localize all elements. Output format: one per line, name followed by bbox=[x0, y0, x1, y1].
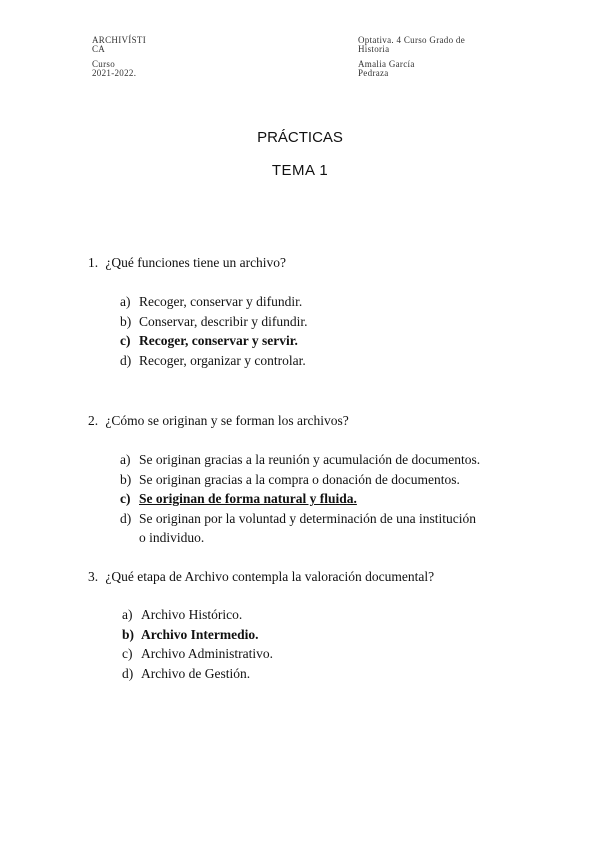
question-3-options bbox=[122, 605, 273, 683]
option-letter: d) bbox=[120, 510, 132, 526]
option-text-continuation: o individuo. bbox=[139, 530, 205, 545]
option-a bbox=[120, 450, 480, 470]
option-letter: a) bbox=[120, 294, 131, 309]
option-letter: b) bbox=[120, 313, 132, 329]
option-text: Archivo Intermedio. bbox=[141, 626, 259, 642]
option-c bbox=[122, 644, 273, 664]
option-letter: a) bbox=[120, 452, 131, 467]
option-text: Recoger, organizar y controlar. bbox=[139, 352, 306, 368]
header-line: Optativa. 4 Curso Grado de bbox=[358, 35, 466, 45]
option-letter: c) bbox=[120, 333, 131, 348]
option-text: Conservar, describir y difundir. bbox=[139, 313, 308, 329]
question-number: 3. bbox=[88, 569, 99, 584]
question-text: ¿Qué funciones tiene un archivo? bbox=[105, 255, 287, 270]
option-text: Archivo Administrativo. bbox=[141, 646, 273, 661]
option-text: Se originan gracias a la compra o donación de documentos. bbox=[139, 471, 460, 487]
option-b bbox=[120, 312, 308, 332]
header-line: Historia bbox=[358, 44, 390, 54]
header-line: Curso bbox=[92, 59, 116, 69]
question-number: 2. bbox=[88, 413, 99, 428]
question-text: ¿Qué etapa de Archivo contempla la valoración documental? bbox=[105, 569, 435, 584]
question-3 bbox=[88, 569, 434, 585]
header-author bbox=[358, 60, 415, 78]
question-1 bbox=[88, 255, 286, 271]
header-subject bbox=[358, 36, 465, 54]
option-d bbox=[120, 351, 308, 371]
option-text: Recoger, conservar y servir. bbox=[139, 333, 298, 348]
option-d-continuation bbox=[120, 528, 480, 548]
question-2-options bbox=[120, 450, 480, 548]
option-text: Archivo de Gestión. bbox=[141, 665, 251, 681]
question-1-options bbox=[120, 292, 308, 370]
question-2 bbox=[88, 413, 349, 429]
header-line: 2021-2022. bbox=[92, 68, 137, 78]
option-b bbox=[120, 470, 480, 490]
option-letter: c) bbox=[120, 491, 131, 506]
header-line: Pedraza bbox=[358, 68, 389, 78]
page-title: PRÁCTICAS bbox=[257, 129, 343, 146]
question-text: ¿Cómo se originan y se forman los archivos? bbox=[105, 413, 349, 428]
option-c-answer bbox=[120, 489, 480, 509]
option-letter: c) bbox=[122, 646, 133, 661]
header-course-year bbox=[92, 60, 136, 78]
option-text: Se originan de forma natural y fluida. bbox=[139, 491, 357, 506]
option-letter: b) bbox=[120, 471, 132, 487]
option-c-answer bbox=[120, 331, 308, 351]
option-a bbox=[122, 605, 273, 625]
question-number: 1. bbox=[88, 255, 99, 270]
option-letter: b) bbox=[122, 626, 135, 642]
option-text: Se originan por la voluntad y determinación de una institución bbox=[139, 510, 477, 526]
option-letter: d) bbox=[122, 665, 134, 681]
option-b-answer bbox=[122, 625, 273, 645]
option-letter: d) bbox=[120, 352, 132, 368]
header-line: Amalia García bbox=[358, 59, 415, 69]
header-course-name bbox=[92, 36, 146, 54]
option-text: Archivo Histórico. bbox=[141, 607, 243, 622]
option-d bbox=[120, 509, 480, 529]
option-text: Recoger, conservar y difundir. bbox=[139, 294, 303, 309]
header-line: CA bbox=[92, 44, 106, 54]
option-text: Se originan gracias a la reunión y acumulación de documentos. bbox=[139, 452, 481, 467]
option-d bbox=[122, 664, 273, 684]
header-line: ARCHIVÍSTI bbox=[92, 35, 146, 45]
option-a bbox=[120, 292, 308, 312]
page-subtitle: TEMA 1 bbox=[271, 162, 329, 179]
option-letter: a) bbox=[122, 607, 133, 622]
